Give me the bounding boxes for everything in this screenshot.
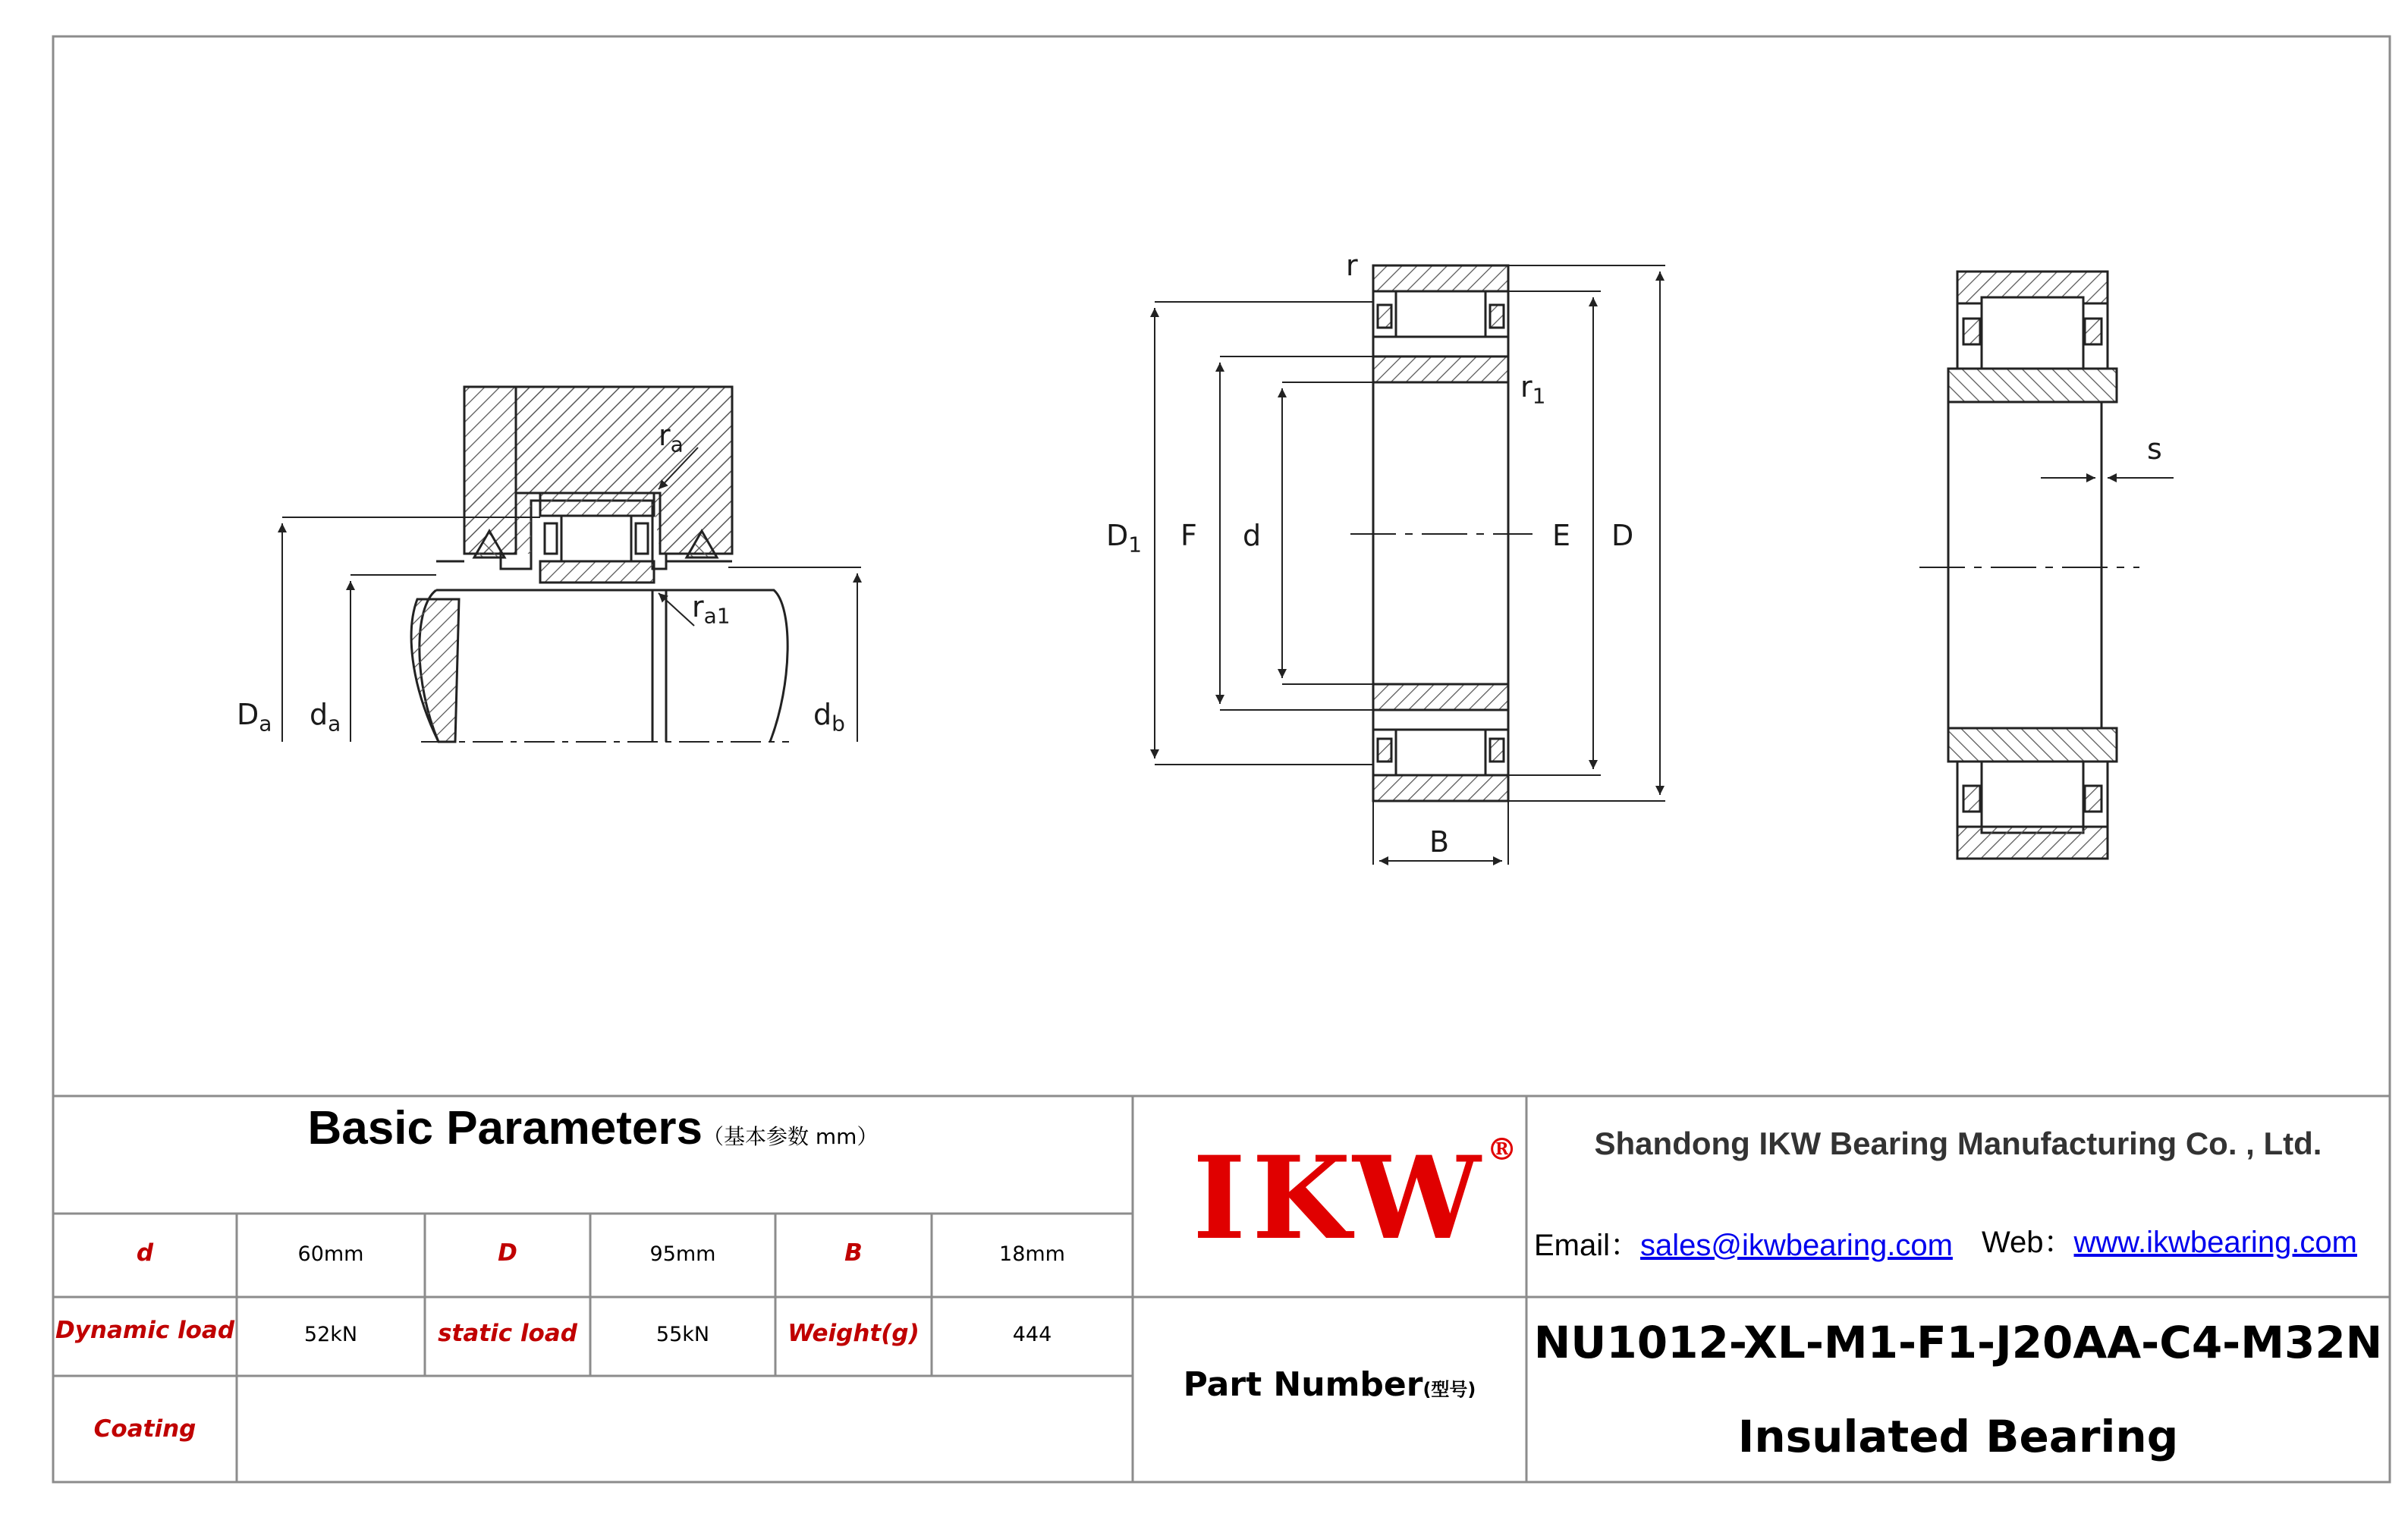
insulated-drawing: [1919, 272, 2174, 859]
label-B: B: [1429, 825, 1450, 859]
label-r: r: [1346, 249, 1358, 282]
label-D: D: [1611, 519, 1634, 552]
param-weight-label: Weight(g): [787, 1320, 920, 1347]
param-coating-label: Coating: [93, 1415, 196, 1443]
param-d-label: d: [136, 1239, 154, 1267]
param-B-label: B: [844, 1239, 863, 1267]
part-number-label: Part Number(型号): [1183, 1365, 1476, 1404]
section-drawing: [1155, 265, 1665, 865]
label-d: d: [1243, 519, 1262, 552]
label-ra1: $r_{a1}$: [692, 590, 731, 629]
label-F: F: [1180, 519, 1197, 552]
contact-line: [1534, 1221, 1953, 1264]
label-ra: $r_a$: [659, 419, 684, 457]
param-weight-value: 444: [1012, 1323, 1052, 1346]
param-static-load-value: 55kN: [655, 1323, 710, 1346]
label-da: $d_a$: [310, 698, 341, 736]
web-line: [1982, 1218, 2357, 1261]
label-r1: $r_1$: [1520, 370, 1546, 409]
param-D-label: D: [498, 1239, 517, 1267]
param-B-value: 18mm: [999, 1242, 1065, 1266]
web-link[interactable]: www.ikwbearing.com: [2073, 1226, 2357, 1259]
label-Da: $D_a$: [237, 698, 272, 736]
label-s: s: [2147, 432, 2162, 466]
label-db: $d_b$: [813, 698, 845, 736]
param-d-value: 60mm: [297, 1242, 364, 1266]
company-name: Shandong IKW Bearing Manufacturing Co. , Ltd.: [1594, 1126, 2322, 1161]
ikw-logo: IKW®: [1193, 1132, 1523, 1265]
params-title: Basic Parameters（基本参数 mm）: [307, 1102, 879, 1154]
email-label: Email：: [1534, 1229, 1641, 1262]
label-D1: $D_1$: [1106, 519, 1143, 557]
param-dynamic-load-value: 52kN: [303, 1323, 358, 1346]
part-number: NU1012-XL-M1-F1-J20AA-C4-M32N: [1533, 1317, 2383, 1368]
bearing-type: Insulated Bearing: [1737, 1411, 2179, 1462]
mounting-drawing: [282, 387, 861, 742]
label-E: E: [1552, 519, 1571, 552]
param-D-value: 95mm: [649, 1242, 716, 1266]
email-link[interactable]: sales@ikwbearing.com: [1640, 1229, 1953, 1262]
param-dynamic-load-label: Dynamic load: [55, 1317, 235, 1344]
param-static-load-label: static load: [438, 1320, 577, 1347]
web-label: Web：: [1982, 1226, 2074, 1259]
